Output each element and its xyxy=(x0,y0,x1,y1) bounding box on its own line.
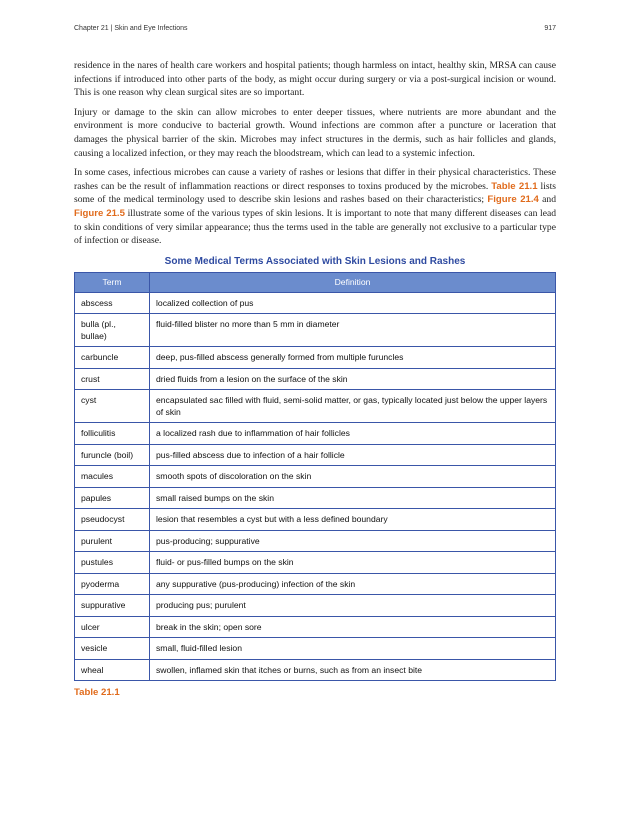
table-21-1-link[interactable]: Table 21.1 xyxy=(491,180,538,192)
table-row xyxy=(75,292,556,314)
term-cell: vesicle xyxy=(75,638,150,660)
page-number: 917 xyxy=(544,25,556,32)
figure-21-4-link[interactable]: Figure 21.4 xyxy=(487,194,539,206)
paragraph-3-mid1: lists some of the medical terminology used to describe skin lesions and rashes based on their characteristics; xyxy=(74,180,556,206)
chapter-title: Chapter 21 | Skin and Eye Infections xyxy=(74,25,188,32)
term-cell: macules xyxy=(75,466,150,488)
definition-cell: encapsulated sac filled with fluid, semi-solid matter, or gas, typically located just below the upper layers of skin xyxy=(150,390,556,423)
term-cell: pseudocyst xyxy=(75,509,150,531)
table-row xyxy=(75,595,556,617)
definition-cell: small raised bumps on the skin xyxy=(150,487,556,509)
term-cell: furuncle (boil) xyxy=(75,444,150,466)
definition-cell: dried fluids from a lesion on the surface of the skin xyxy=(150,368,556,390)
paragraph-3-mid2: and xyxy=(542,194,556,206)
column-header-term: Term xyxy=(75,272,150,292)
skin-lesion-terms-table xyxy=(74,272,556,682)
definition-cell: fluid-filled blister no more than 5 mm in diameter xyxy=(150,314,556,347)
definition-cell: lesion that resembles a cyst but with a less defined boundary xyxy=(150,509,556,531)
paragraph-3 xyxy=(74,166,556,248)
term-cell: wheal xyxy=(75,659,150,681)
term-cell: purulent xyxy=(75,530,150,552)
definition-cell: pus-filled abscess due to infection of a hair follicle xyxy=(150,444,556,466)
table-row xyxy=(75,659,556,681)
term-cell: pustules xyxy=(75,552,150,574)
table-caption: Table 21.1 xyxy=(74,687,120,699)
definition-cell: any suppurative (pus-producing) infection of the skin xyxy=(150,573,556,595)
term-cell: suppurative xyxy=(75,595,150,617)
table-row xyxy=(75,423,556,445)
paragraph-2: Injury or damage to the skin can allow microbes to enter deeper tissues, where nutrients are more abundant and the environment is more conducive to bacterial growth. Wound infections are common after a puncture or laceration that damages the physical barrier of the skin. Microbes may infect structures in the dermis, such as hair follicles and glands, causing a localized infection, or they may reach the bloodstream, which can lead to a systemic infection. xyxy=(74,106,556,159)
definition-cell: small, fluid-filled lesion xyxy=(150,638,556,660)
term-cell: carbuncle xyxy=(75,347,150,369)
table-row xyxy=(75,487,556,509)
table-row xyxy=(75,638,556,660)
definition-cell: localized collection of pus xyxy=(150,292,556,314)
paragraph-1: residence in the nares of health care workers and hospital patients; though harmless on intact, healthy skin, MRSA can cause infections if introduced into other parts of the body, as might occur during surgery or via a post-surgical incision or wound. This is one reason why clean surgical sites are so important. xyxy=(74,60,556,99)
table-row xyxy=(75,573,556,595)
paragraph-3-intro: In some cases, infectious microbes can cause a variety of rashes or lesions that differ in their physical characteristics. These rashes can be the result of inflammation reactions or direct responses to toxins produced by the microbes. xyxy=(74,167,556,192)
definition-cell: a localized rash due to inflammation of hair follicles xyxy=(150,423,556,445)
definition-cell: deep, pus-filled abscess generally formed from multiple furuncles xyxy=(150,347,556,369)
term-cell: folliculitis xyxy=(75,423,150,445)
term-cell: abscess xyxy=(75,292,150,314)
term-cell: cyst xyxy=(75,390,150,423)
table-row xyxy=(75,314,556,347)
table-row xyxy=(75,466,556,488)
paragraph-3-end: illustrate some of the various types of skin lesions. It is important to note that many different diseases can lead to skin conditions of very similar appearance; thus the terms used in the table are generally not exclusive to a particular type of infection or disease. xyxy=(74,207,557,247)
table-row xyxy=(75,444,556,466)
table-row xyxy=(75,509,556,531)
term-cell: ulcer xyxy=(75,616,150,638)
definition-cell: fluid- or pus-filled bumps on the skin xyxy=(150,552,556,574)
definition-cell: pus-producing; suppurative xyxy=(150,530,556,552)
term-cell: pyoderma xyxy=(75,573,150,595)
main-content xyxy=(74,59,556,698)
table-header-row xyxy=(75,272,556,292)
definition-cell: producing pus; purulent xyxy=(150,595,556,617)
term-cell: crust xyxy=(75,368,150,390)
table-row xyxy=(75,552,556,574)
table-row xyxy=(75,368,556,390)
table-row xyxy=(75,347,556,369)
table-body xyxy=(75,292,556,681)
table-row xyxy=(75,390,556,423)
definition-cell: break in the skin; open sore xyxy=(150,616,556,638)
column-header-definition: Definition xyxy=(150,272,556,292)
table-row xyxy=(75,616,556,638)
table-title: Some Medical Terms Associated with Skin Lesions and Rashes xyxy=(164,255,466,267)
figure-21-5-link[interactable]: Figure 21.5 xyxy=(74,207,125,219)
term-cell: bulla (pl., bullae) xyxy=(75,314,150,347)
definition-cell: smooth spots of discoloration on the skin xyxy=(150,466,556,488)
term-cell: papules xyxy=(75,487,150,509)
definition-cell: swollen, inflamed skin that itches or burns, such as from an insect bite xyxy=(150,659,556,681)
table-row xyxy=(75,530,556,552)
